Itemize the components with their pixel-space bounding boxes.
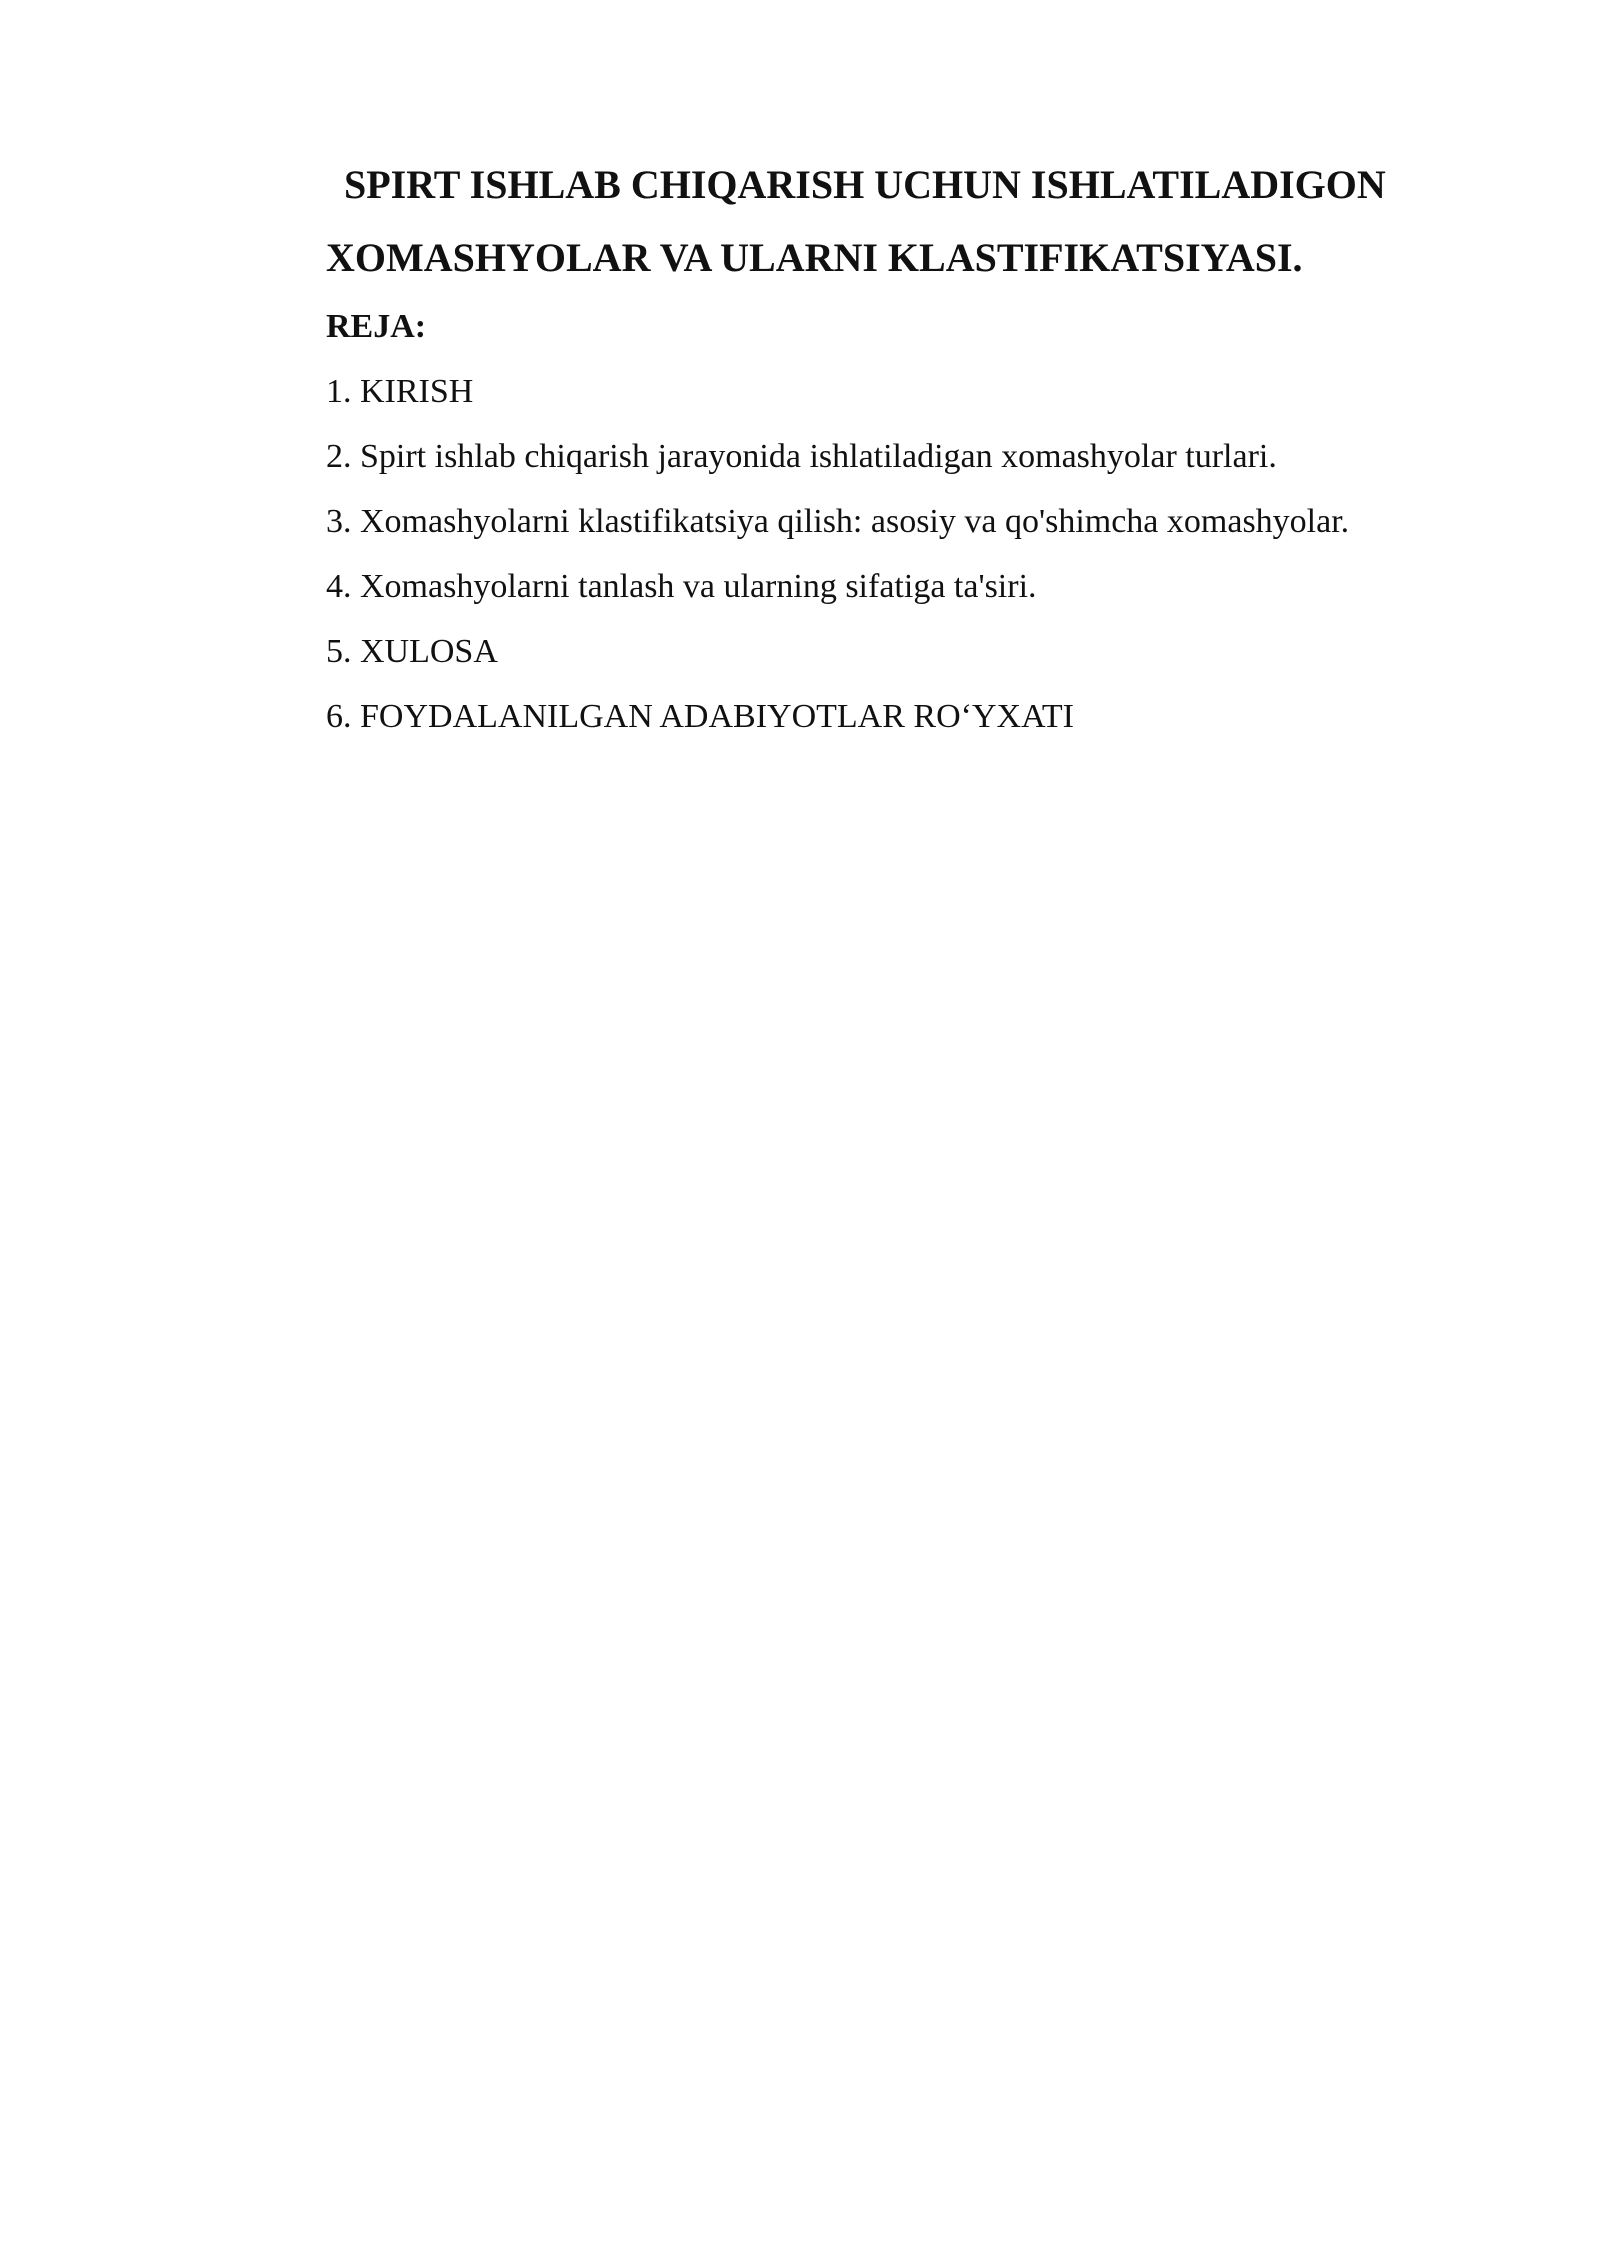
plan-item-raw-material-types: 2. Spirt ishlab chiqarish jarayonida ishlatiladigan xomashyolar turlari. — [326, 438, 1277, 475]
plan-list — [326, 359, 1476, 749]
plan-heading: REJA: — [326, 308, 427, 345]
plan-item-conclusion: 5. XULOSA — [326, 633, 498, 670]
document-title-line-1: SPIRT ISHLAB CHIQARISH UCHUN ISHLATILADIGON — [344, 162, 1386, 207]
plan-item-selection-quality: 4. Xomashyolarni tanlash va ularning sifatiga ta'siri. — [326, 568, 1037, 605]
document-content — [326, 148, 1476, 749]
document-title-line-2: XOMASHYOLAR VA ULARNI KLASTIFIKATSIYASI. — [326, 235, 1303, 280]
plan-item-references: 6. FOYDALANILGAN ADABIYOTLAR RO‘YXATI — [326, 698, 1074, 735]
plan-item-classification: 3. Xomashyolarni klastifikatsiya qilish: asosiy va qo'shimcha xomashyolar. — [326, 503, 1350, 540]
plan-item-introduction: 1. KIRISH — [326, 373, 474, 410]
